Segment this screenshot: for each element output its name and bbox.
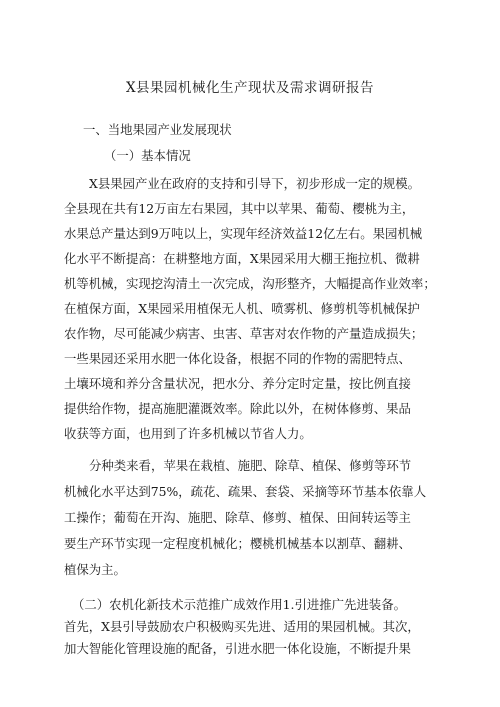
paragraph-line: 全县现在共有12万亩左右果园，其中以苹果、葡萄、樱桃为主， — [64, 201, 415, 216]
paragraph-line: 植保为主。 — [64, 562, 126, 577]
paragraph-line: 一些果园还采用水肥一体化设备，根据不同的作物的需肥特点、 — [64, 351, 411, 366]
paragraph-line: 机等机械，实现挖沟清土一次完成，沟形整齐，大幅提高作业效率； — [64, 276, 436, 291]
paragraph-line: 首先，X县引导鼓励农户积极购买先进、适用的果园机械。其次， — [64, 619, 420, 634]
document-title: X县果园机械化生产现状及需求调研报告 — [125, 80, 375, 96]
paragraph-line: 分种类来看，苹果在栽植、施肥、除草、植保、修剪等环节 — [89, 458, 412, 473]
subsection-heading: （一）基本情况 — [104, 148, 191, 163]
section-heading: 一、当地果园产业发展现状 — [83, 122, 232, 137]
paragraph-line: （二）农机化新技术示范推广成效作用1.引进推广先进装备。 — [72, 597, 406, 612]
paragraph-line: 水果总产量达到9万吨以上，实现年经济效益12亿左右。果园机械 — [64, 226, 423, 241]
paragraph-line: 工操作；葡萄在开沟、施肥、除草、修剪、植保、田间转运等主 — [64, 510, 411, 525]
paragraph-line: 在植保方面，X果园采用植保无人机、喷雾机、修剪机等机械保护 — [64, 301, 420, 316]
paragraph-line: 化水平不断提高：在耕整地方面，X果园采用大棚王拖拉机、微耕 — [64, 251, 420, 266]
paragraph-line: 机械化水平达到75%，疏花、疏果、套袋、采摘等环节基本依靠人 — [64, 484, 427, 499]
paragraph-line: 收获等方面，也用到了许多机械以节省人力。 — [64, 426, 312, 441]
paragraph-line: X县果园产业在政府的支持和引导下，初步形成一定的规模。 — [89, 176, 420, 191]
paragraph-line: 加大智能化管理设施的配备，引进水肥一体化设施，不断提升果 — [64, 641, 411, 656]
paragraph-line: 农作物，尽可能减少病害、虫害、草害对农作物的产量造成损失； — [64, 326, 424, 341]
paragraph-line: 要生产环节实现一定程度机械化；樱桃机械基本以割草、翻耕、 — [64, 536, 411, 551]
paragraph-line: 提供给作物，提高施肥灌溉效率。除此以外，在树体修剪、果品 — [64, 401, 411, 416]
paragraph-line: 土壤环境和养分含量状况，把水分、养分定时定量，按比例直接 — [64, 376, 411, 391]
